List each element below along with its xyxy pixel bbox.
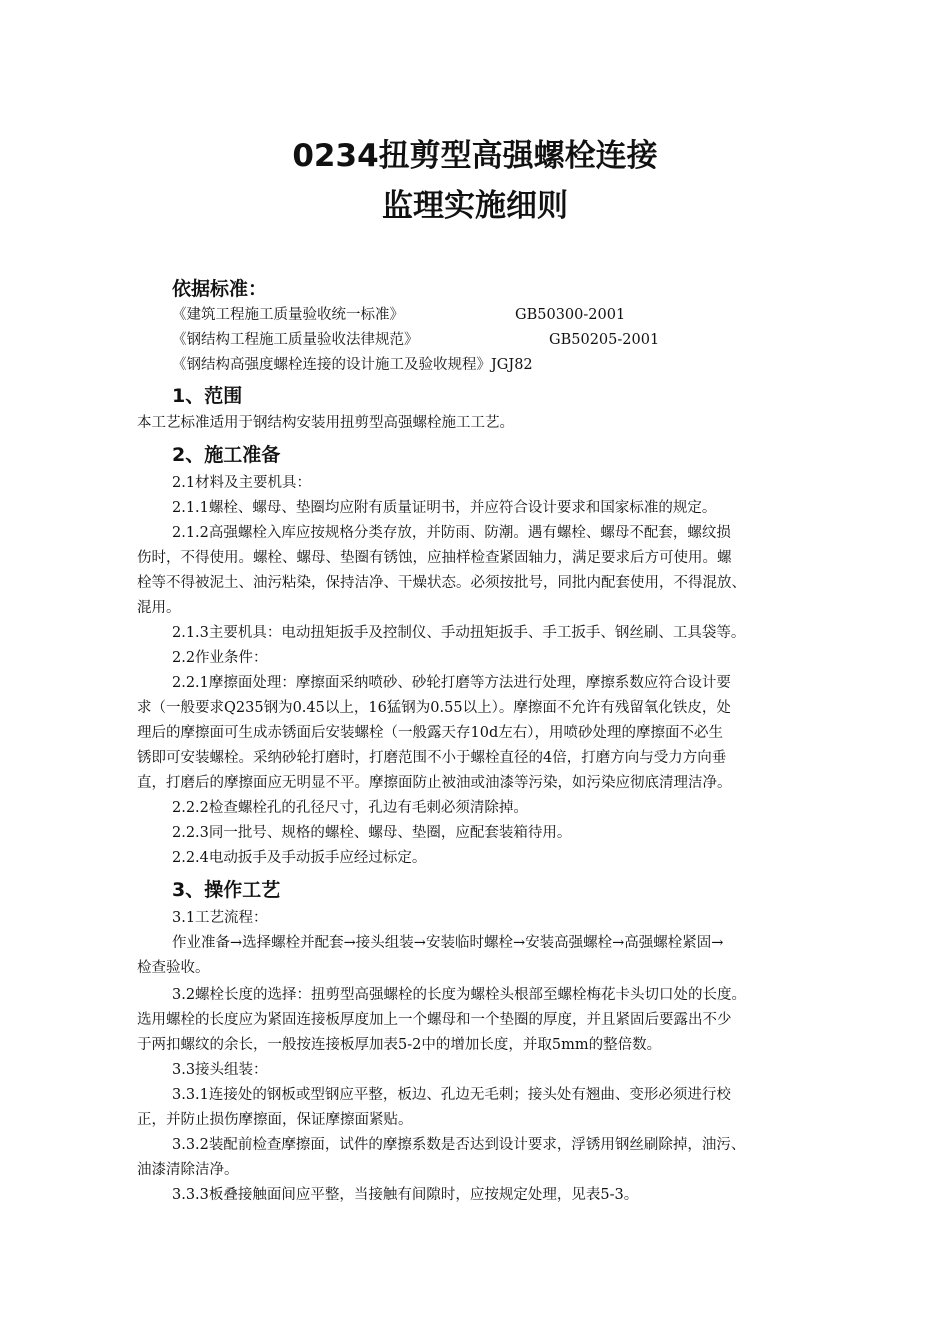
paragraph-line: 3.3接头组装：	[172, 1062, 268, 1078]
paragraph-line: 3.3.2装配前检查摩擦面，试件的摩擦系数是否达到设计要求，浮锈用钢丝刷除掉，油污、	[172, 1137, 746, 1153]
section-heading: 2、施工准备	[172, 444, 281, 466]
paragraph-line: 2.1.1螺栓、螺母、垫圈均应附有质量证明书，并应符合设计要求和国家标准的规定。	[172, 500, 717, 516]
paragraph-line: 3.1工艺流程：	[172, 910, 268, 926]
standard-code: GB50205-2001	[549, 332, 660, 348]
standard-name: 《钢结构工程施工质量验收法律规范》	[172, 332, 419, 348]
paragraph-line: 理后的摩擦面可生成赤锈面后安装螺栓（一般露天存10d左右），用喷砂处理的摩擦面不必生	[137, 725, 723, 741]
paragraph-line: 3.2螺栓长度的选择：扭剪型高强螺栓的长度为螺栓头根部至螺栓梅花卡头切口处的长度。	[172, 987, 747, 1003]
paragraph-line: 2.2.3同一批号、规格的螺栓、螺母、垫圈，应配套装箱待用。	[172, 825, 572, 841]
paragraph-line: 混用。	[137, 600, 181, 616]
paragraph-line: 2.1.2高强螺栓入库应按规格分类存放，并防雨、防潮。遇有螺栓、螺母不配套，螺纹损	[172, 525, 731, 541]
standard-name: 《钢结构高强度螺栓连接的设计施工及验收规程》JGJ82	[172, 357, 533, 373]
standard-code: GB50300-2001	[515, 307, 626, 323]
paragraph-line: 2.2.4电动扳手及手动扳手应经过标定。	[172, 850, 427, 866]
paragraph-line: 直，打磨后的摩擦面应无明显不平。摩擦面防止被油或油漆等污染，如污染应彻底清理洁净。	[137, 775, 732, 791]
paragraph-line: 作业准备→选择螺栓并配套→接头组装→安装临时螺栓→安装高强螺栓→高强螺栓紧固→	[172, 935, 724, 951]
paragraph-line: 本工艺标准适用于钢结构安装用扭剪型高强螺栓施工工艺。	[137, 415, 514, 431]
standard-name: 《建筑工程施工质量验收统一标准》	[172, 307, 404, 323]
paragraph-line: 2.2作业条件：	[172, 650, 268, 666]
paragraph-line: 3.3.1连接处的钢板或型钢应平整，板边、孔边无毛刺；接头处有翘曲、变形必须进行校	[172, 1087, 731, 1103]
paragraph-line: 2.2.2检查螺栓孔的孔径尺寸，孔边有毛刺必须清除掉。	[172, 800, 528, 816]
paragraph-line: 选用螺栓的长度应为紧固连接板厚度加上一个螺母和一个垫圈的厚度，并且紧固后要露出不少	[137, 1012, 732, 1028]
paragraph-line: 2.1.3主要机具：电动扭矩扳手及控制仪、手动扭矩扳手、手工扳手、钢丝刷、工具袋等。	[172, 625, 746, 641]
section-heading: 3、操作工艺	[172, 879, 281, 901]
paragraph-line: 检查验收。	[137, 960, 210, 976]
document-subtitle: 监理实施细则	[382, 188, 568, 224]
document-title: 0234扭剪型高强螺栓连接	[292, 138, 658, 174]
paragraph-line: 锈即可安装螺栓。采纳砂轮打磨时，打磨范围不小于螺栓直径的4倍，打磨方向与受力方向垂	[137, 750, 727, 766]
paragraph-line: 2.2.1摩擦面处理：摩擦面采纳喷砂、砂轮打磨等方法进行处理，摩擦系数应符合设计要	[172, 675, 731, 691]
basis-heading: 依据标准：	[172, 278, 268, 300]
paragraph-line: 栓等不得被泥土、油污粘染，保持洁净、干燥状态。必须按批号，同批内配套使用，不得混放、	[137, 575, 746, 591]
paragraph-line: 求（一般要求Q235钢为0.45以上，16猛钢为0.55以上）。摩擦面不允许有残留氧化铁皮，处	[137, 700, 731, 716]
section-heading: 1、范围	[172, 385, 243, 407]
paragraph-line: 伤时，不得使用。螺栓、螺母、垫圈有锈蚀，应抽样检查紧固轴力，满足要求后方可使用。螺	[137, 550, 732, 566]
paragraph-line: 3.3.3板叠接触面间应平整，当接触有间隙时，应按规定处理，见表5-3。	[172, 1187, 639, 1203]
paragraph-line: 2.1材料及主要机具：	[172, 475, 312, 491]
paragraph-line: 于两扣螺纹的余长，一般按连接板厚加表5-2中的增加长度，并取5mm的整倍数。	[137, 1037, 662, 1053]
paragraph-line: 正，并防止损伤摩擦面，保证摩擦面紧贴。	[137, 1112, 413, 1128]
paragraph-line: 油漆清除洁净。	[137, 1162, 239, 1178]
